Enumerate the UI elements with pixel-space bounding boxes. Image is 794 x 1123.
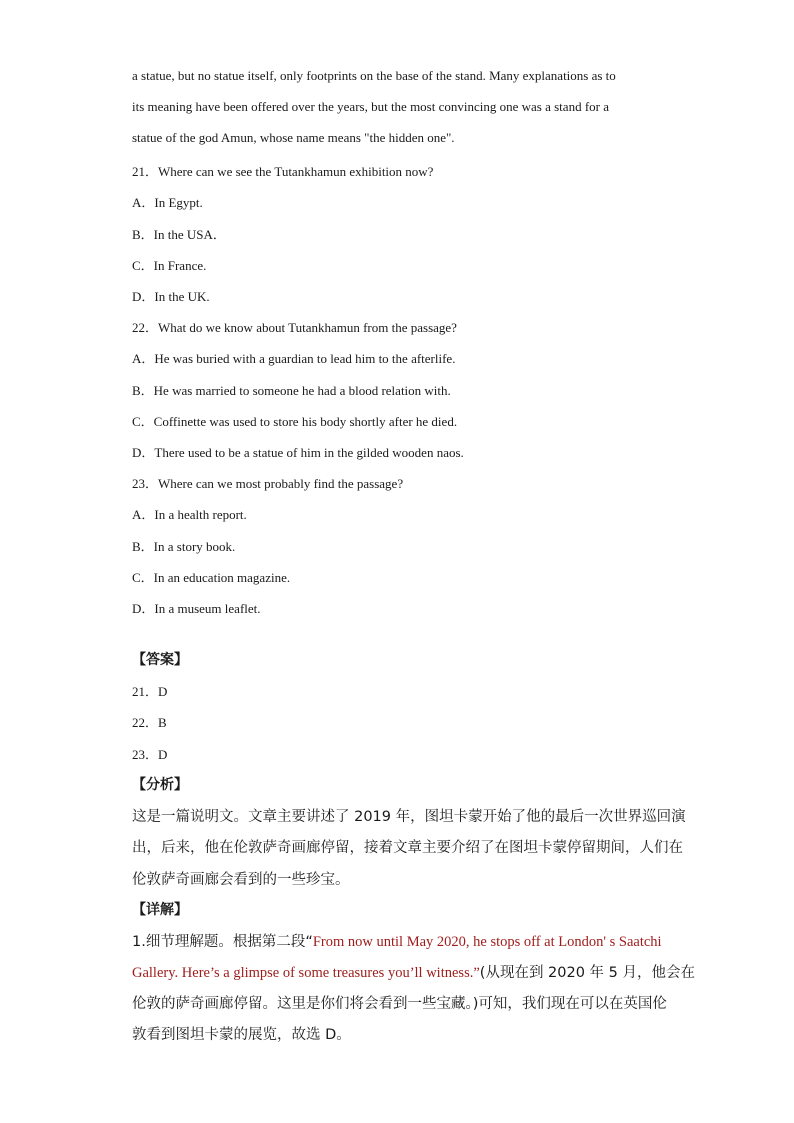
- translation-text: (从现在到 2020 年 5 月，他会在: [479, 965, 696, 981]
- quoted-english: Gallery. Here’s a glimpse of some treasures you’ll witness.”: [132, 965, 480, 981]
- question-23-option-c: C．In an education magazine.: [132, 570, 291, 585]
- question-21-option-a: A．In Egypt.: [132, 195, 203, 210]
- analysis-label: 【分析】: [132, 777, 188, 793]
- question-22-option-d: D．There used to be a statue of him in the gilded wooden naos.: [132, 445, 464, 460]
- question-21-option-b: B．In the USA．: [132, 227, 226, 242]
- passage-line: its meaning have been offered over the years, but the most convincing one was a stand for a: [132, 99, 609, 114]
- detail-prefix: 1.细节理解题。根据第二段“: [132, 934, 313, 950]
- question-23-option-b: B．In a story book.: [132, 539, 236, 554]
- detail-line: [132, 930, 662, 951]
- detail-line: 伦敦的萨奇画廊停留。这里是你们将会看到一些宝藏。)可知，我们现在可以在英国伦: [132, 996, 667, 1012]
- question-23-option-a: A．In a health report.: [132, 507, 247, 522]
- question-22-stem: 22．What do we know about Tutankhamun from the passage?: [132, 320, 457, 335]
- answer-item: 21．D: [132, 684, 168, 699]
- answer-item: 23．D: [132, 747, 168, 762]
- passage-line: statue of the god Amun, whose name means "the hidden one".: [132, 130, 455, 145]
- analysis-line: 伦敦萨奇画廊会看到的一些珍宝。: [132, 872, 350, 888]
- question-21-stem: 21．Where can we see the Tutankhamun exhibition now?: [132, 164, 434, 179]
- question-21-option-d: D．In the UK.: [132, 289, 210, 304]
- passage-line: a statue, but no statue itself, only footprints on the base of the stand. Many explanations as to: [132, 68, 616, 83]
- answer-item: 22．B: [132, 715, 167, 730]
- question-23-stem: 23．Where can we most probably find the passage?: [132, 476, 404, 491]
- detail-line: 敦看到图坦卡蒙的展览，故选 D。: [132, 1027, 351, 1043]
- question-22-option-b: B．He was married to someone he had a blood relation with.: [132, 383, 451, 398]
- analysis-line: 这是一篇说明文。文章主要讲述了 2019 年，图坦卡蒙开始了他的最后一次世界巡回演: [132, 809, 686, 825]
- question-22-option-c: C．Coffinette was used to store his body shortly after he died.: [132, 414, 458, 429]
- question-22-option-a: A．He was buried with a guardian to lead him to the afterlife.: [132, 351, 456, 366]
- question-23-option-d: D．In a museum leaflet.: [132, 601, 261, 616]
- detail-label: 【详解】: [132, 902, 188, 918]
- detail-line: [132, 961, 695, 982]
- quoted-english: From now until May 2020, he stops off at London' s Saatchi: [312, 934, 662, 950]
- question-21-option-c: C．In France.: [132, 258, 207, 273]
- answer-label: 【答案】: [132, 652, 188, 668]
- analysis-line: 出，后来，他在伦敦萨奇画廊停留，接着文章主要介绍了在图坦卡蒙停留期间，人们在: [132, 840, 683, 856]
